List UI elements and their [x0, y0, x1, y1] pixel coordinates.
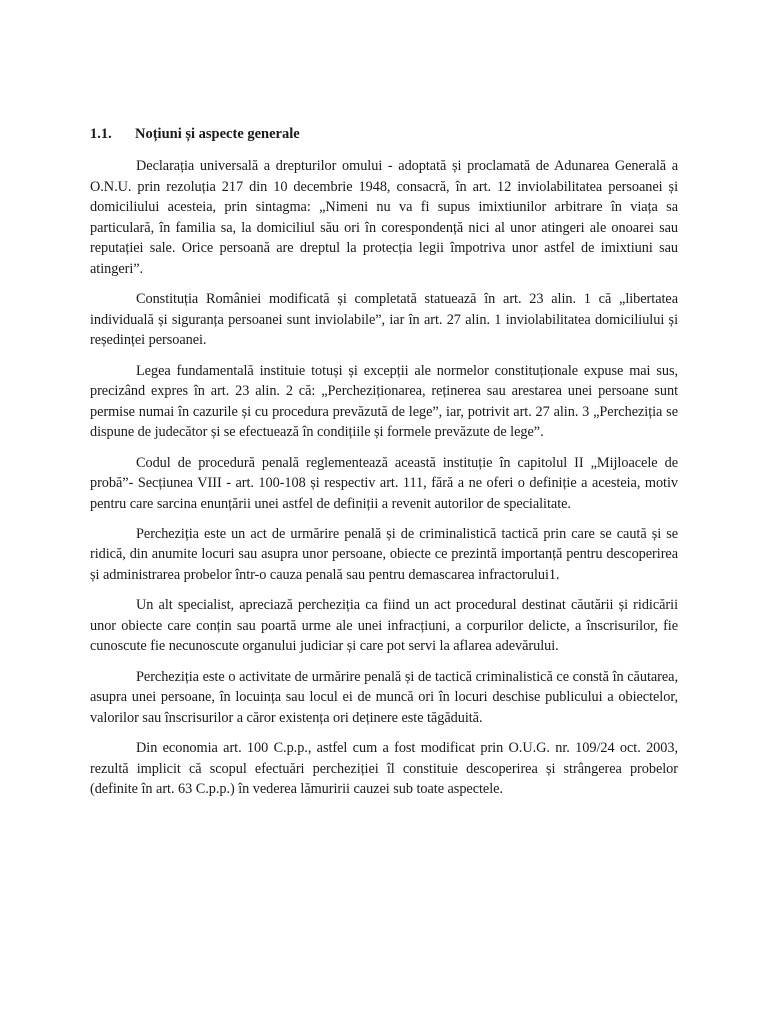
section-number: 1.1. [90, 126, 112, 142]
document-page [90, 124, 678, 808]
paragraph-declaration: Declarația universală a drepturilor omului - adoptată și proclamată de Adunarea Generală a O.N.U. prin rezoluția 217 din 10 decembrie 1948, consacră, în art. 12 inviolabilitatea persoanei și domiciliului acesteia, prin sintagma: „Nimeni nu va fi supus imixtiunilor arbitrare în viața sa particulară, în familia sa, la domiciliul său ori în corespondență nici al unor atingeri ale onoarei sau reputației sale. Orice persoană are dreptul la protecția legii împotriva unor astfel de imixtiuni sau atingeri”. [90, 158, 678, 277]
paragraph-constitution: Constituția României modificată și completată statuează în art. 23 alin. 1 că „libertatea individuală și siguranța persoanei sunt inviolabile”, iar în art. 27 alin. 1 inviolabilitatea domiciliului și reședinței persoanei. [90, 291, 678, 349]
paragraph-search-activity: Percheziția este o activitate de urmărire penală și de tactică criminalistică ce constă în căutarea, asupra unei persoane, în locuința sau locul ei de muncă ori în locuri deschise publicului a obiectelor, valorilor sau înscrisurilor a căror existența ori deținere este tăgăduită. [90, 668, 678, 726]
paragraph-procedure-code: Codul de procedură penală reglementează această instituție în capitolul II „Mijloacele de probă”- Secțiunea VIII - art. 100-108 și respectiv art. 111, fără a ne oferi o definiție a acesteia, motiv pentru care sarcina enunțării unei astfel de definiții a revenit autorilor de specialitate. [90, 454, 678, 512]
paragraph-search-definition: Percheziția este un act de urmărire penală și de criminalistică tactică prin care se caută și se ridică, din anumite locuri sau asupra unor persoane, obiecte ce prezintă importanță pentru descoperirea și administrarea probelor într-o cauza penală sau pentru demascarea infractorului1. [90, 525, 678, 584]
section-heading [90, 124, 678, 144]
paragraph-specialist-view: Un alt specialist, apreciază percheziția ca fiind un act procedural destinat căutării și ridicării unor obiecte care conțin sau poartă urme ale unei infracțiuni, a corpurilor delicte, a înscrisurilor, fie cunoscute fie necunoscute organului judiciar și care pot servi la aflarea adevărului. [90, 597, 678, 655]
paragraph-economy-art-100: Din economia art. 100 C.p.p., astfel cum a fost modificat prin O.U.G. nr. 109/24 oct. 2003, rezultă implicit că scopul efectuări percheziției îl constituie descoperirea și strângerea probelor (definite în art. 63 C.p.p.) în vederea lămuririi cauzei sub toate aspectele. [90, 740, 678, 798]
paragraph-fundamental-law: Legea fundamentală instituie totuși și excepții ale normelor constituționale expuse mai sus, precizând expres în art. 23 alin. 2 că: „Percheziționarea, reținerea sau arestarea unei persoane sunt permise numai în cazurile și cu procedura prevăzută de lege”, iar, potrivit art. 27 alin. 3 „Percheziția se dispune de judecător și se efectuează în condițiile și formele prevăzute de lege”. [90, 362, 678, 441]
section-title: Noțiuni și aspecte generale [135, 126, 300, 142]
